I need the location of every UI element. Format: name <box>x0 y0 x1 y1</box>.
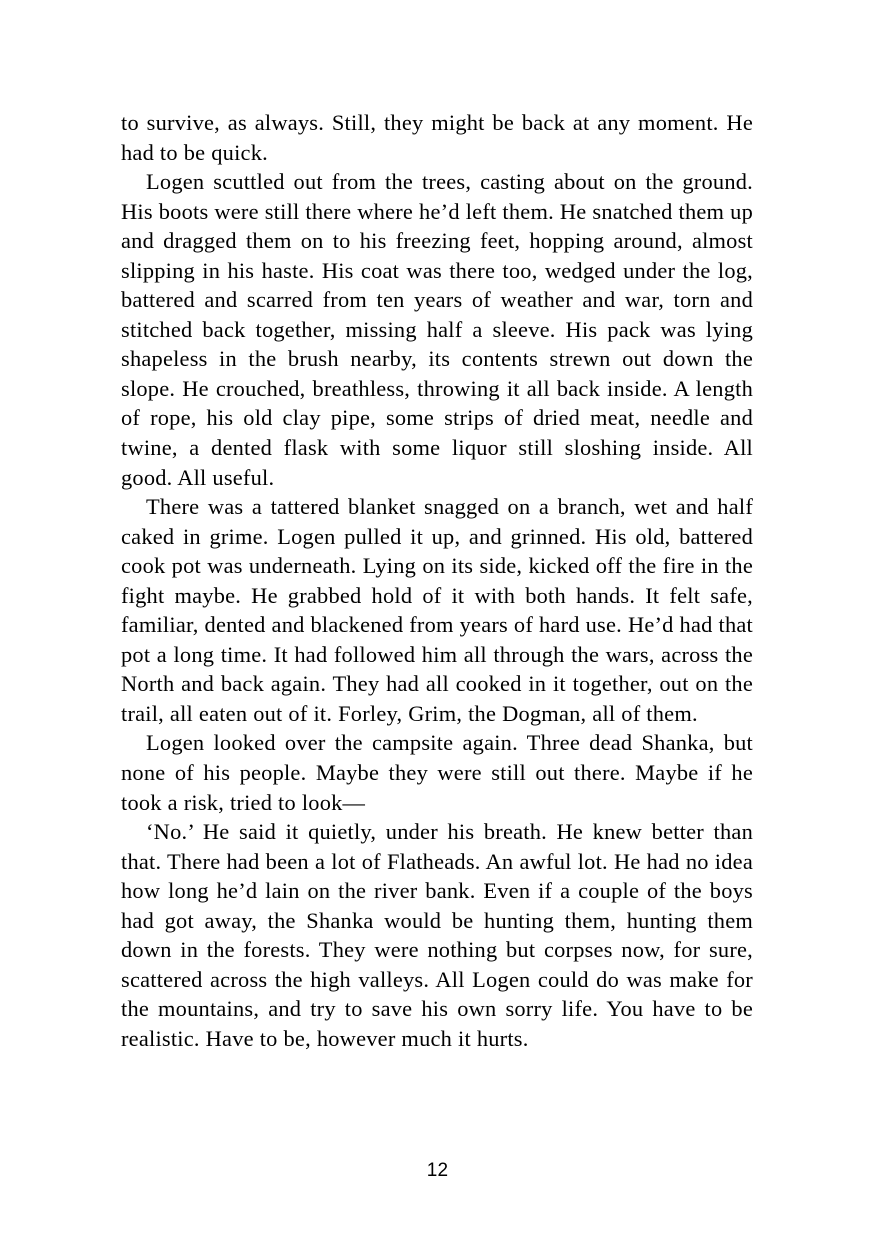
paragraph: ‘No.’ He said it quietly, under his breath. He knew better than that. There had been a lot of Flatheads. An awful lot. He had no idea how long he’d lain on the river bank. Even if a couple of the boys had got away, the Shanka would be hunting them, hunting them down in the forests. They were nothing but corpses now, for sure, scattered across the high valleys. All Logen could do was make for the mountains, and try to save his own sorry life. You have to be realistic. Have to be, however much it hurts. <box>121 819 753 1051</box>
paragraph: to survive, as always. Still, they might be back at any moment. He had to be quick. <box>121 110 753 165</box>
page-body-text <box>121 108 753 1054</box>
paragraph: Logen scuttled out from the trees, casting about on the ground. His boots were still there where he’d left them. He snatched them up and dragged them on to his freezing feet, hopping around, almost slipping in his haste. His coat was there too, wedged under the log, battered and scarred from ten years of weather and war, torn and stitched back together, missing half a sleeve. His pack was lying shapeless in the brush nearby, its contents strewn out down the slope. He crouched, breathless, throwing it all back inside. A length of rope, his old clay pipe, some strips of dried meat, needle and twine, a dented flask with some liquor still sloshing inside. All good. All useful. <box>121 169 753 490</box>
paragraph: Logen looked over the campsite again. Three dead Shanka, but none of his people. Maybe they were still out there. Maybe if he took a risk, tried to look— <box>121 730 753 815</box>
paragraph: There was a tattered blanket snagged on a branch, wet and half caked in grime. Logen pulled it up, and grinned. His old, battered cook pot was underneath. Lying on its side, kicked off the fire in the fight maybe. He grabbed hold of it with both hands. It felt safe, familiar, dented and blackened from years of hard use. He’d had that pot a long time. It had followed him all through the wars, across the North and back again. They had all cooked in it together, out on the trail, all eaten out of it. Forley, Grim, the Dogman, all of them. <box>121 494 753 726</box>
page-number: 12 <box>426 1160 449 1181</box>
